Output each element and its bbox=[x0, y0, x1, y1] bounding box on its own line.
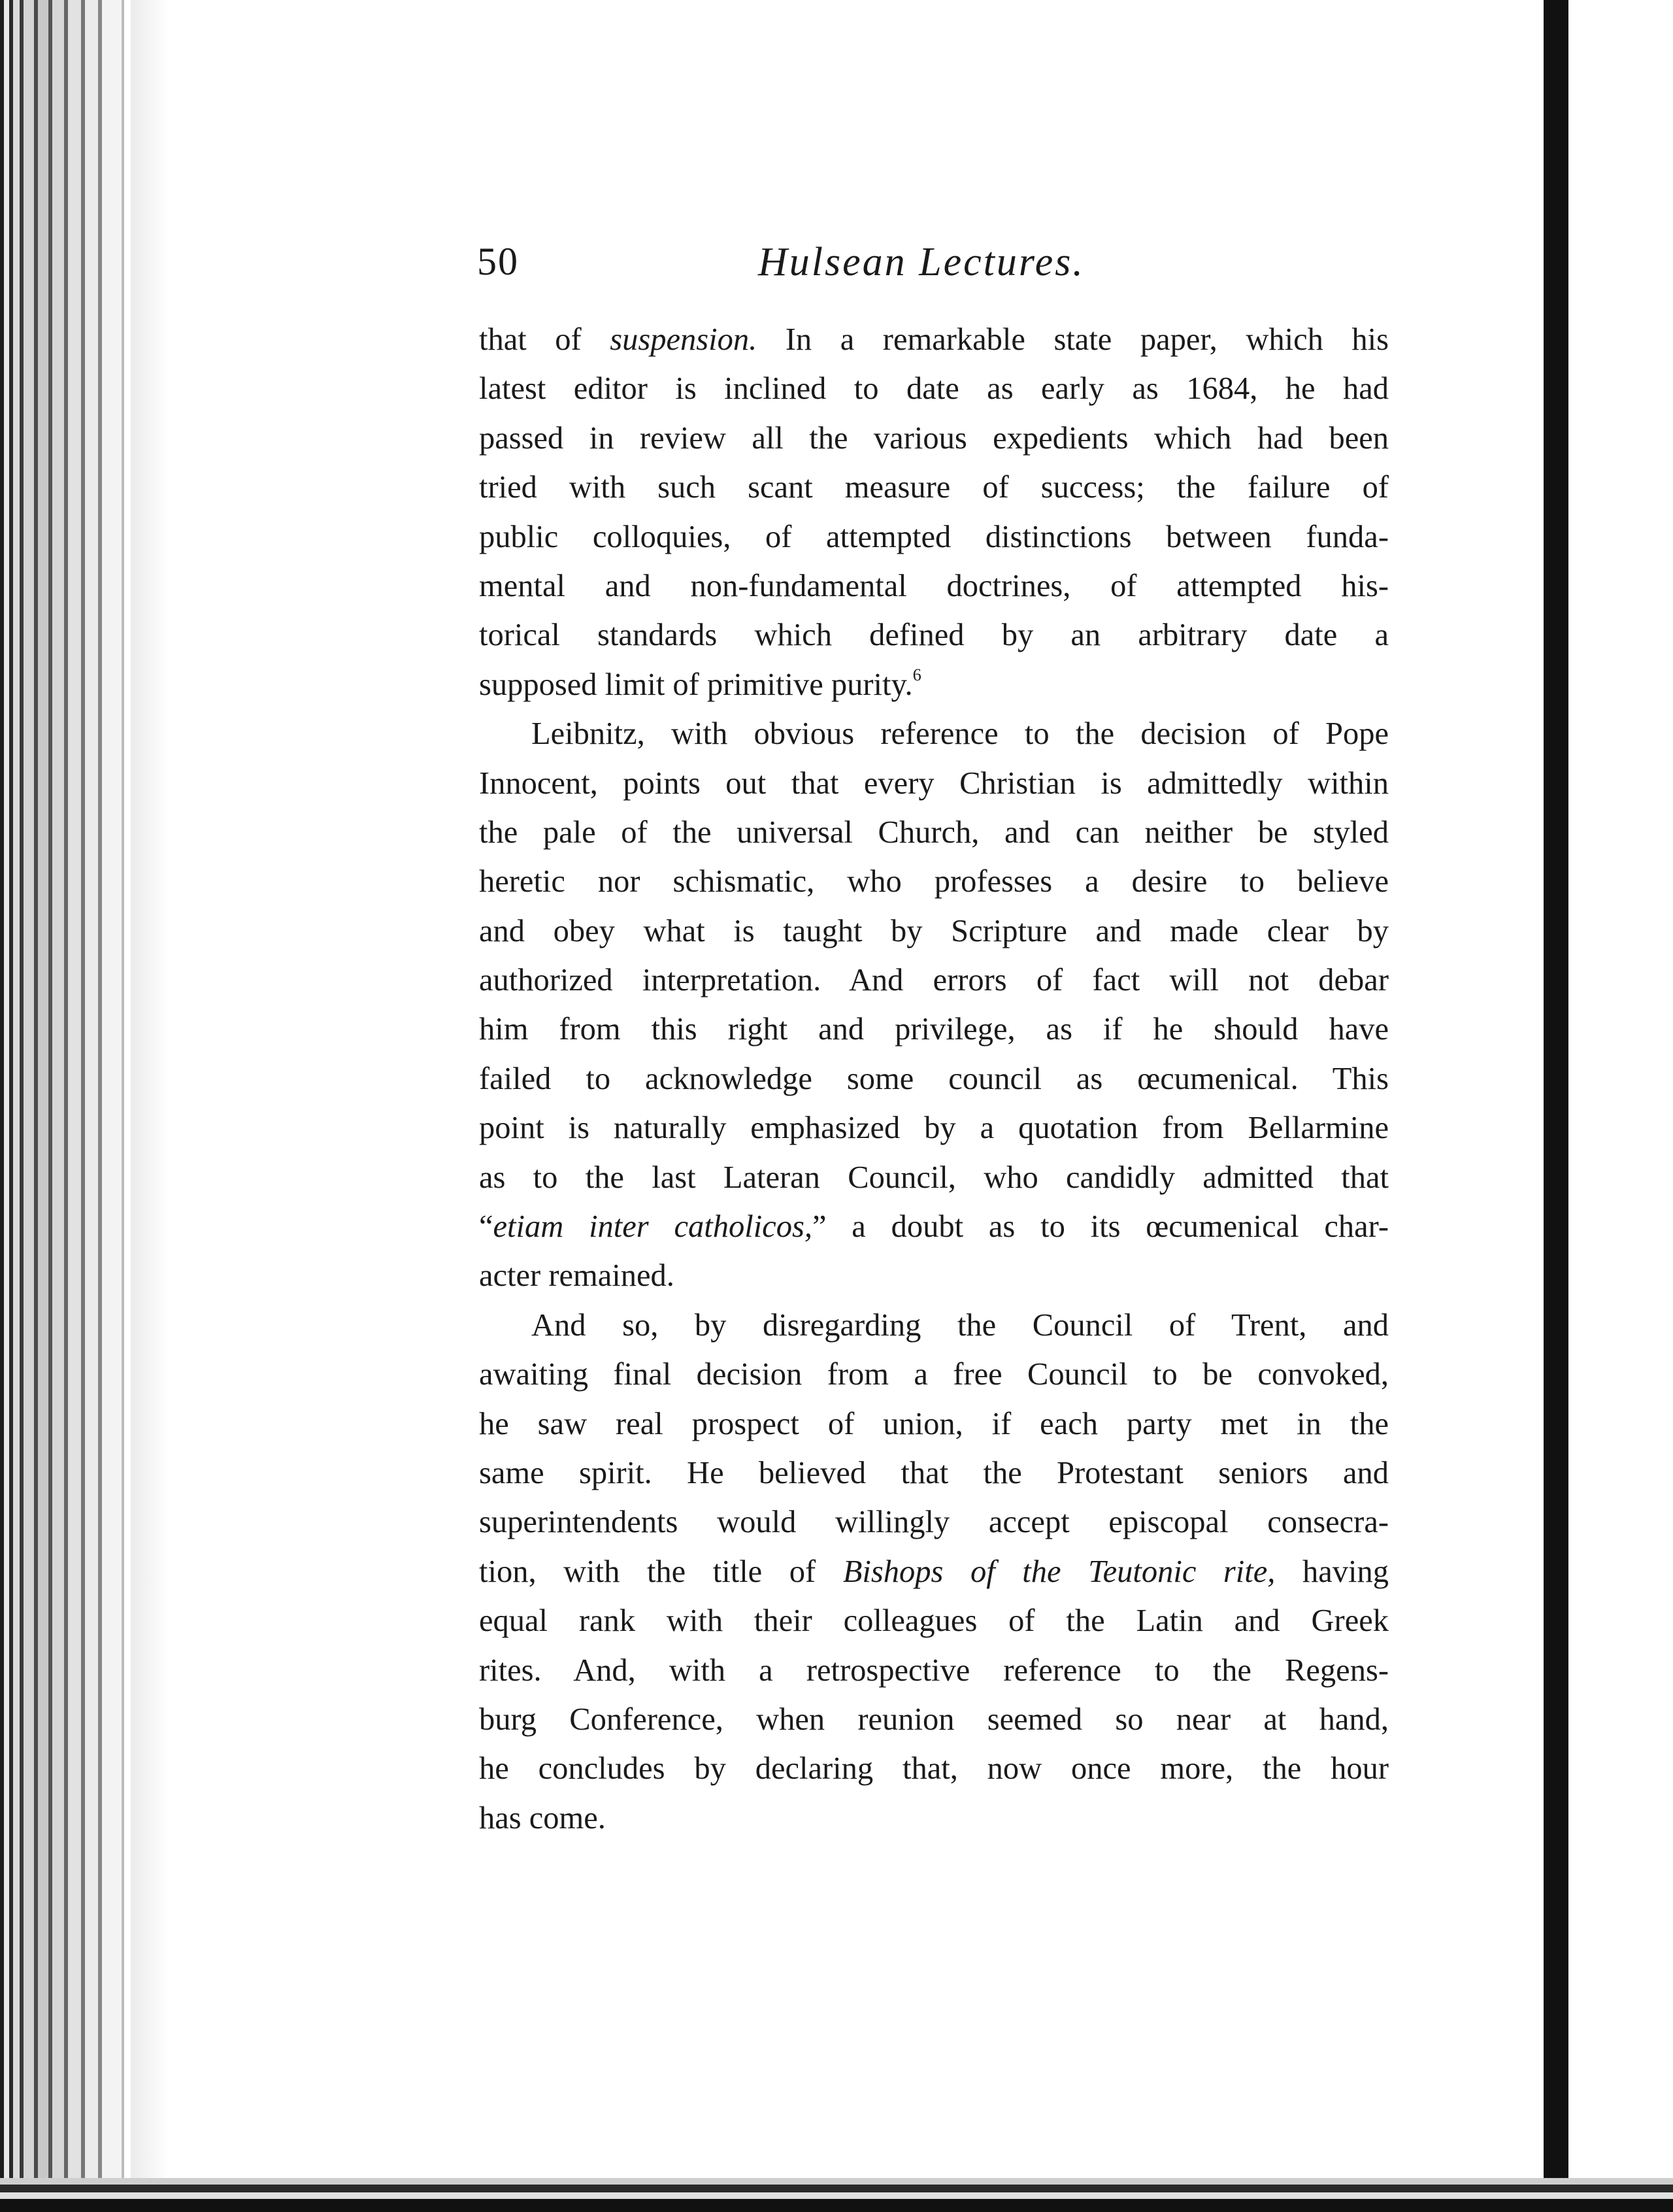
text-line: Innocent, points out that every Christian is admittedly within bbox=[479, 765, 1389, 801]
italic-text: etiam inter catholicos, bbox=[493, 1209, 812, 1245]
text-line bbox=[479, 1547, 1389, 1596]
text-line: latest editor is inclined to date as early as 1684, he had bbox=[479, 371, 1389, 407]
italic-text: suspension. bbox=[610, 322, 757, 357]
text-line: authorized interpretation. And errors of fact will not debar bbox=[479, 963, 1389, 998]
text-line bbox=[479, 315, 1389, 364]
footnote-marker: 6 bbox=[912, 665, 921, 684]
text-line: equal rank with their colleagues of the Latin and Greek bbox=[479, 1603, 1389, 1639]
running-title: Hulsean Lectures. bbox=[758, 240, 1085, 284]
text-run: that of bbox=[479, 322, 610, 357]
text-line: public colloquies, of attempted distinctions between funda- bbox=[479, 519, 1389, 554]
text-run: “ bbox=[479, 1209, 493, 1245]
text-line: awaiting final decision from a free Council to be convoked, bbox=[479, 1357, 1389, 1392]
text-line bbox=[479, 1202, 1389, 1251]
page-header bbox=[477, 239, 1392, 305]
text-line: tried with such scant measure of success; the failure of bbox=[479, 470, 1389, 505]
italic-text: Bishops of the Teutonic rite, bbox=[842, 1554, 1276, 1589]
text-line: And so, by disregarding the Council of Trent, and bbox=[531, 1307, 1389, 1343]
text-line: and obey what is taught by Scripture and made clear by bbox=[479, 913, 1389, 948]
text-line: the pale of the universal Church, and can neither be styled bbox=[479, 814, 1389, 850]
book-page-edges bbox=[0, 0, 131, 2212]
scan-border-bottom bbox=[0, 2178, 1673, 2212]
text-line: point is naturally emphasized by a quotation from Bellarmine bbox=[479, 1111, 1389, 1146]
text-line: has come. bbox=[479, 1800, 606, 1835]
text-line bbox=[479, 660, 1389, 709]
text-line: superintendents would willingly accept episcopal consecra- bbox=[479, 1505, 1389, 1540]
text-line: him from this right and privilege, as if he should have bbox=[479, 1012, 1389, 1047]
text-line: he concludes by declaring that, now once more, the hour bbox=[479, 1751, 1389, 1786]
text-line: he saw real prospect of union, if each party met in the bbox=[479, 1406, 1389, 1441]
body-text bbox=[479, 315, 1389, 1843]
text-line: mental and non-fundamental doctrines, of attempted his- bbox=[479, 568, 1389, 603]
text-line: heretic nor schismatic, who professes a desire to believe bbox=[479, 864, 1389, 899]
text-line: as to the last Lateran Council, who candidly admitted that bbox=[479, 1160, 1389, 1195]
text-line: failed to acknowledge some council as œcumenical. This bbox=[479, 1061, 1389, 1096]
page-number: 50 bbox=[477, 240, 519, 283]
text-run: tion, with the title of bbox=[479, 1554, 843, 1589]
text-line: same spirit. He believed that the Protestant seniors and bbox=[479, 1455, 1389, 1490]
spine-shadow bbox=[131, 0, 170, 2212]
text-line: acter remained. bbox=[479, 1258, 674, 1294]
text-run: ” a doubt as to its œcumenical char- bbox=[812, 1209, 1389, 1245]
text-line: Leibnitz, with obvious reference to the decision of Pope bbox=[531, 716, 1389, 752]
text-line: passed in review all the various expedients which had been bbox=[479, 420, 1389, 456]
text-line: torical standards which defined by an arbitrary date a bbox=[479, 618, 1389, 653]
text-run: In a remarkable state paper, which his bbox=[757, 322, 1389, 357]
text-line: burg Conference, when reunion seemed so near at hand, bbox=[479, 1701, 1389, 1737]
text-run: having bbox=[1275, 1554, 1389, 1589]
scan-border-right bbox=[1544, 0, 1568, 2212]
text-line: rites. And, with a retrospective reference to the Regens- bbox=[479, 1652, 1389, 1688]
text-run: supposed limit of primitive purity. bbox=[479, 667, 913, 702]
